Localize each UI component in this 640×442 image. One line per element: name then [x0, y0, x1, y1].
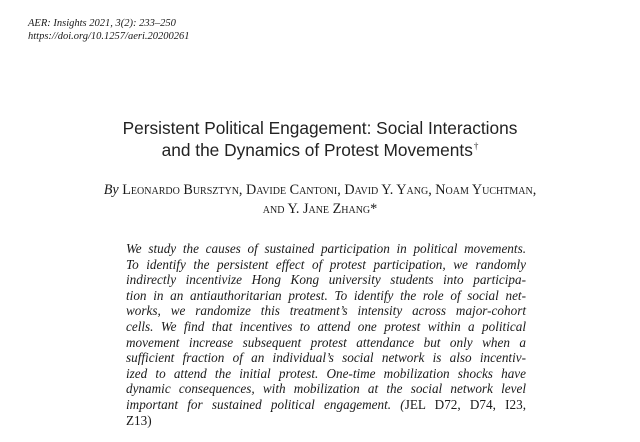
abstract-line-text: important for sustained political engagement. (	[126, 396, 405, 412]
title-line-1: Persistent Political Engagement: Social Interactions	[122, 118, 518, 138]
abstract-line: dynamic consequences, with mobilization at the social network level	[126, 381, 526, 397]
title-line-2-text: and the Dynamics of Protest Movements	[161, 140, 473, 160]
title-line-2	[0, 139, 640, 161]
abstract-line: We study the causes of sustained participation in political movements.	[126, 241, 526, 256]
abstract-line: works, we randomize this treatment’s intensity across major-cohort	[126, 303, 526, 319]
abstract-line: tion in an antiauthoritarian protest. To identify the role of social net-	[126, 287, 526, 303]
journal-citation: AER: Insights 2021, 3(2): 233–250	[28, 18, 176, 29]
author-line-2	[0, 200, 640, 219]
abstract-line: cells. We find that incentives to attend one protest within a political	[126, 318, 526, 334]
abstract-line: indirectly incentivize Hong Kong university students into participa-	[126, 272, 526, 288]
title-footnote-mark[interactable]: †	[473, 141, 479, 152]
jel-label: JEL	[404, 396, 426, 412]
abstract-line-jel	[126, 397, 526, 413]
author-line-1	[0, 181, 640, 200]
jel-codes: D72, D74, I23,	[425, 396, 526, 412]
author-names-1: Leonardo Bursztyn, Davide Cantoni, David Y. Yang, Noam Yuchtman,	[122, 182, 537, 198]
abstract-line: sufficient fraction of an individual’s social network is also incentiv-	[126, 350, 526, 366]
by-label: By	[103, 182, 119, 198]
abstract-last-line: Z13)	[126, 412, 152, 428]
paper-title	[0, 117, 640, 161]
abstract-line: movement increase subsequent protest attendance but only when a	[126, 334, 526, 350]
abstract	[126, 241, 526, 428]
abstract-line: ized to attend the initial protest. One-time mobilization shocks have	[126, 365, 526, 381]
abstract-line: To identify the persistent effect of protest participation, we randomly	[126, 256, 526, 272]
citation-header	[28, 17, 190, 43]
author-list	[0, 181, 640, 219]
doi-link[interactable]: https://doi.org/10.1257/aeri.20200261	[28, 31, 190, 42]
author-names-2: and Y. Jane Zhang*	[262, 201, 378, 217]
